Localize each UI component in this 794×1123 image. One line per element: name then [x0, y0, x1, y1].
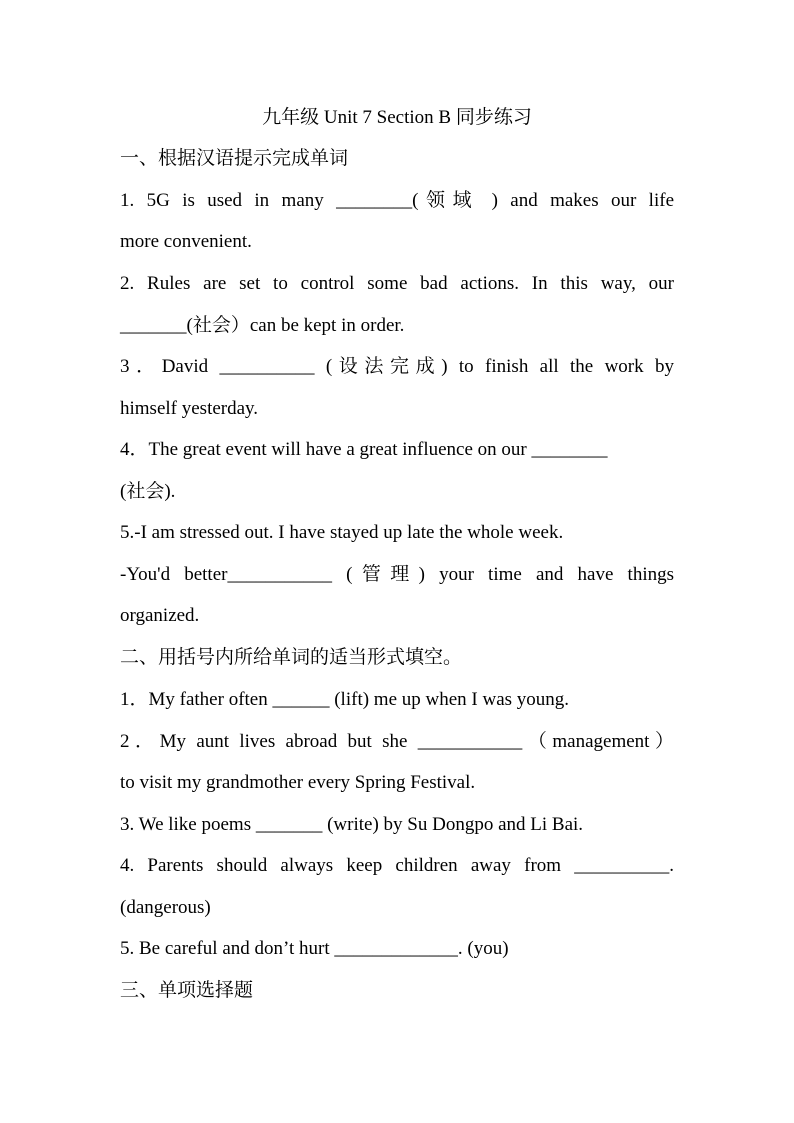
question-1-5-line-1: 5.-I am stressed out. I have stayed up late the whole week. [120, 522, 564, 543]
question-2-2-line-2: to visit my grandmother every Spring Festival. [120, 772, 476, 793]
question-2-3: 3. We like poems _______ (write) by Su Dongpo and Li Bai. [120, 814, 584, 835]
question-1-2-line-2: _______(社会）can be kept in order. [120, 315, 405, 336]
question-2-4-line-1: 4. Parents should always keep children away from __________. [120, 855, 674, 876]
page-title: 九年级 Unit 7 Section B 同步练习 [262, 107, 532, 128]
section-2-heading: 二、用括号内所给单词的适当形式填空。 [120, 647, 463, 668]
question-1-1-line-2: more convenient. [120, 231, 252, 252]
question-2-4-line-2: (dangerous) [120, 897, 211, 918]
question-1-5-line-2: -You'd better___________ (管理) your time and have things [120, 564, 674, 585]
question-1-3-line-1: 3．David __________ (设法完成) to finish all the work by [120, 356, 674, 377]
question-1-4-line-1: 4．The great event will have a great influence on our ________ [120, 439, 608, 460]
question-1-3-line-2: himself yesterday. [120, 398, 259, 419]
question-1-2-line-1: 2. Rules are set to control some bad actions. In this way, our [120, 273, 674, 294]
question-2-2-line-1: 2．My aunt lives abroad but she ___________（management） [120, 731, 674, 752]
question-1-1-line-1: 1. 5G is used in many ________(领域 ) and makes our life [120, 190, 674, 211]
section-1-heading: 一、根据汉语提示完成单词 [120, 148, 349, 169]
section-3-heading: 三、单项选择题 [120, 980, 254, 1001]
question-2-1: 1．My father often ______ (lift) me up when I was young. [120, 689, 570, 710]
question-1-5-line-3: organized. [120, 605, 200, 626]
question-2-5: 5. Be careful and don’t hurt _____________. (you) [120, 938, 509, 959]
question-1-4-line-2: (社会). [120, 481, 176, 502]
